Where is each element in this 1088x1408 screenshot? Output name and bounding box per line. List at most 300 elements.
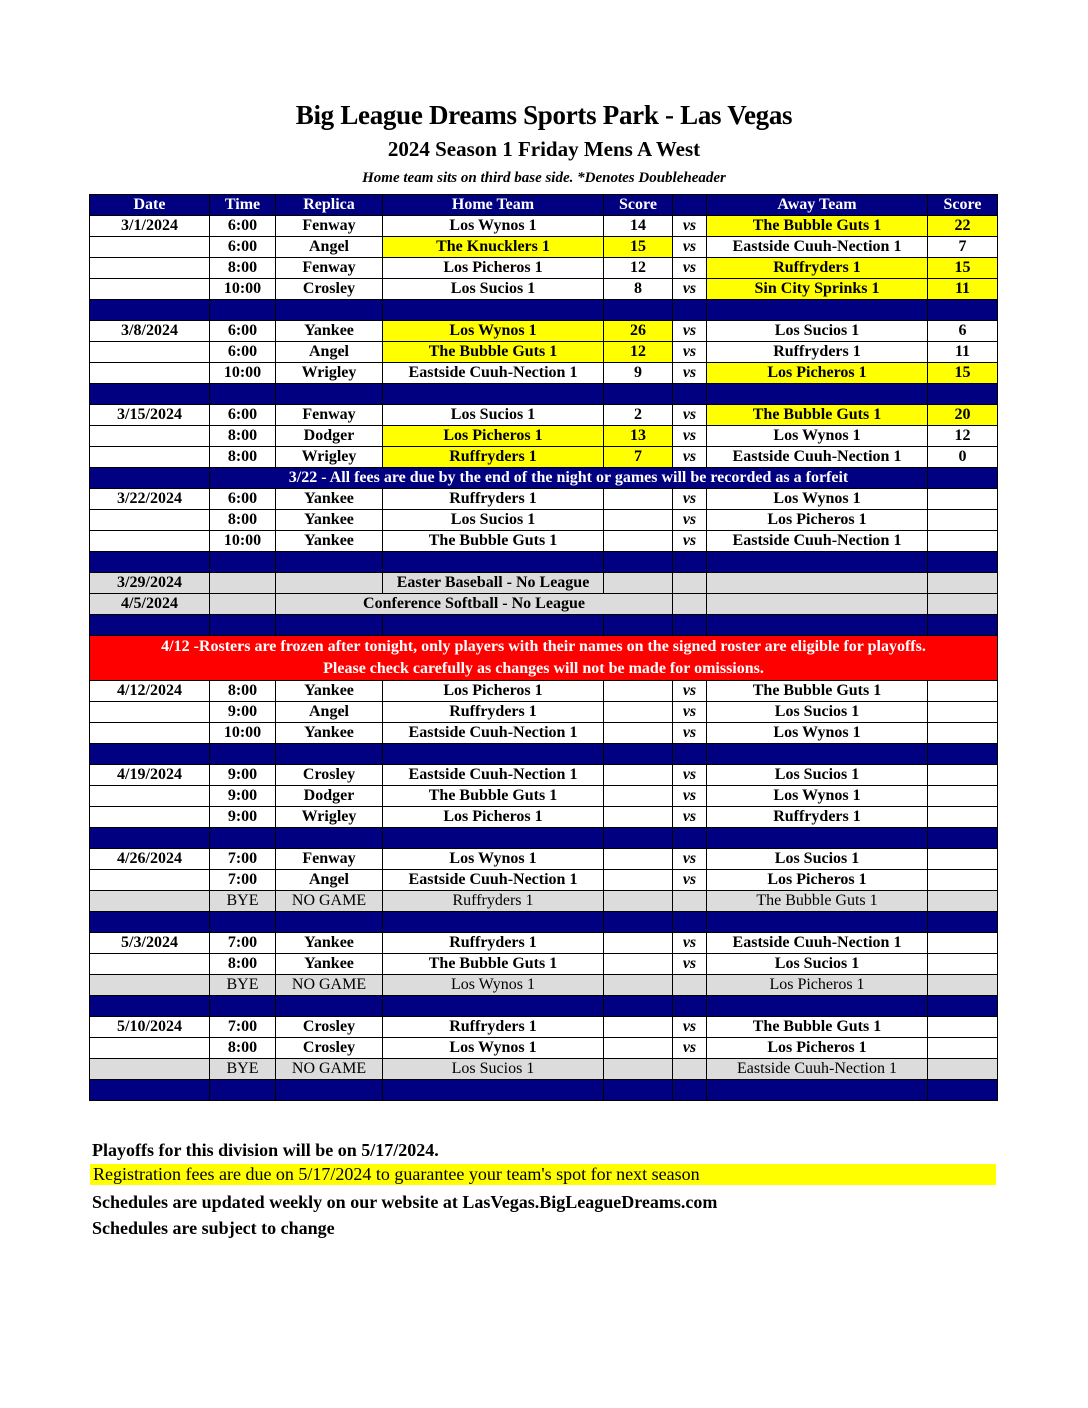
- date-cell: 3/15/2024: [90, 405, 210, 426]
- game-row: [90, 510, 998, 531]
- spacer-cell: [383, 300, 604, 321]
- roster-alert-line-1: 4/12 -Rosters are frozen after tonight, only players with their names on the signed roster are eligible for playoffs.: [161, 638, 926, 655]
- date-cell: [90, 237, 210, 258]
- home-score-cell: [604, 681, 673, 702]
- replica-cell: Fenway: [276, 258, 383, 279]
- vs-label: vs: [673, 510, 707, 531]
- date-cell: [90, 258, 210, 279]
- replica-cell: Angel: [276, 870, 383, 891]
- vs-label: vs: [673, 954, 707, 975]
- away-score-cell: [928, 1017, 998, 1038]
- away-score-cell: [928, 1059, 998, 1080]
- home-team-cell: Los Sucios 1: [383, 510, 604, 531]
- home-score-cell: [604, 849, 673, 870]
- date-cell: [90, 363, 210, 384]
- website-note: Schedules are updated weekly on our website at LasVegas.BigLeagueDreams.com: [92, 1192, 718, 1212]
- spacer-cell: [383, 615, 604, 636]
- replica-cell: Crosley: [276, 765, 383, 786]
- spacer-cell: [604, 384, 673, 405]
- time-cell: 8:00: [210, 954, 276, 975]
- vs-label: vs: [673, 807, 707, 828]
- time-cell: 10:00: [210, 531, 276, 552]
- game-row: [90, 954, 998, 975]
- no-game-label: NO GAME: [276, 1059, 383, 1080]
- time-cell: 8:00: [210, 510, 276, 531]
- away-team-cell: Los Sucios 1: [707, 321, 928, 342]
- time-cell: 8:00: [210, 447, 276, 468]
- away-team-cell: Sin City Sprinks 1: [707, 279, 928, 300]
- vs-label: vs: [673, 765, 707, 786]
- spacer-cell: [604, 615, 673, 636]
- spacer-cell: [707, 384, 928, 405]
- away-score-cell: [928, 510, 998, 531]
- time-cell: 8:00: [210, 1038, 276, 1059]
- home-score-cell: 7: [604, 447, 673, 468]
- game-row: [90, 363, 998, 384]
- home-team-cell: The Knucklers 1: [383, 237, 604, 258]
- away-score-cell: [928, 765, 998, 786]
- away-team-cell: Eastside Cuuh-Nection 1: [707, 933, 928, 954]
- home-score-cell: [604, 765, 673, 786]
- roster-alert: [90, 636, 998, 681]
- spacer-cell: [276, 615, 383, 636]
- vs-cell: [673, 891, 707, 912]
- spacer-cell: [90, 552, 210, 573]
- home-team-cell: Los Picheros 1: [383, 807, 604, 828]
- home-score-cell: [604, 1038, 673, 1059]
- date-cell: 5/3/2024: [90, 933, 210, 954]
- home-score-cell: 14: [604, 216, 673, 237]
- spacer-cell: [383, 1080, 604, 1101]
- spacer-row: [90, 912, 998, 933]
- home-team-cell: Eastside Cuuh-Nection 1: [383, 363, 604, 384]
- home-team-cell: The Bubble Guts 1: [383, 786, 604, 807]
- away-score-cell: [928, 807, 998, 828]
- spacer-row: [90, 996, 998, 1017]
- spacer-cell: [383, 552, 604, 573]
- no-league-text: Conference Softball - No League: [276, 594, 673, 615]
- col-header-home-team: Home Team: [383, 195, 604, 216]
- date-cell: 3/22/2024: [90, 489, 210, 510]
- game-row: [90, 870, 998, 891]
- time-cell: [210, 594, 276, 615]
- away-team-cell: Los Picheros 1: [707, 1038, 928, 1059]
- spacer-cell: [707, 1080, 928, 1101]
- game-row: [90, 405, 998, 426]
- time-cell: 6:00: [210, 216, 276, 237]
- replica-cell: Dodger: [276, 426, 383, 447]
- no-league-text: Easter Baseball - No League: [383, 573, 604, 594]
- away-team-cell: Los Picheros 1: [707, 510, 928, 531]
- time-cell: 6:00: [210, 405, 276, 426]
- spacer-cell: [383, 384, 604, 405]
- replica-cell: Crosley: [276, 1038, 383, 1059]
- vs-cell: [673, 975, 707, 996]
- away-team-cell: The Bubble Guts 1: [707, 405, 928, 426]
- bye-row: [90, 975, 998, 996]
- bye-row: [90, 891, 998, 912]
- away-score-cell: 6: [928, 321, 998, 342]
- home-score-cell: 8: [604, 279, 673, 300]
- date-cell: [90, 786, 210, 807]
- spacer-cell: [90, 912, 210, 933]
- vs-label: vs: [673, 702, 707, 723]
- away-score-cell: [928, 681, 998, 702]
- spacer-cell: [276, 912, 383, 933]
- spacer-cell: [673, 744, 707, 765]
- date-cell: [90, 342, 210, 363]
- vs-label: vs: [673, 723, 707, 744]
- registration-note: Registration fees are due on 5/17/2024 to guarantee your team's spot for next season: [90, 1164, 996, 1185]
- spacer-cell: [90, 828, 210, 849]
- date-cell: [90, 447, 210, 468]
- vs-label: vs: [673, 489, 707, 510]
- game-row: [90, 216, 998, 237]
- spacer-cell: [928, 615, 998, 636]
- home-score-cell: [604, 891, 673, 912]
- time-cell: 8:00: [210, 681, 276, 702]
- spacer-row: [90, 300, 998, 321]
- game-row: [90, 531, 998, 552]
- home-score-cell: [604, 933, 673, 954]
- no-game-label: NO GAME: [276, 975, 383, 996]
- spacer-cell: [673, 996, 707, 1017]
- away-score-cell: 15: [928, 258, 998, 279]
- date-cell: [90, 807, 210, 828]
- home-score-cell: [604, 573, 673, 594]
- col-header-away-score: Score: [928, 195, 998, 216]
- page-title: Big League Dreams Sports Park - Las Vegas: [295, 100, 793, 130]
- fees-banner-text: 3/22 - All fees are due by the end of the night or games will be recorded as a forfeit: [210, 468, 928, 489]
- game-row: [90, 342, 998, 363]
- home-score-cell: [604, 510, 673, 531]
- spacer-cell: [928, 552, 998, 573]
- away-team-cell: [707, 594, 928, 615]
- away-score-cell: [928, 933, 998, 954]
- date-cell: [90, 975, 210, 996]
- home-team-cell: Los Sucios 1: [383, 279, 604, 300]
- home-score-cell: [604, 975, 673, 996]
- time-cell: 7:00: [210, 933, 276, 954]
- home-team-cell: The Bubble Guts 1: [383, 342, 604, 363]
- replica-cell: Yankee: [276, 321, 383, 342]
- replica-cell: Wrigley: [276, 447, 383, 468]
- home-team-cell: Los Wynos 1: [383, 321, 604, 342]
- vs-label: vs: [673, 426, 707, 447]
- home-team-cell: Ruffryders 1: [383, 702, 604, 723]
- spacer-cell: [604, 300, 673, 321]
- playoffs-note: Playoffs for this division will be on 5/17/2024.: [92, 1140, 439, 1160]
- vs-label: vs: [673, 786, 707, 807]
- spacer-cell: [210, 300, 276, 321]
- spacer-cell: [673, 552, 707, 573]
- vs-label: vs: [673, 216, 707, 237]
- game-row: [90, 786, 998, 807]
- home-score-cell: 13: [604, 426, 673, 447]
- spacer-cell: [707, 615, 928, 636]
- away-score-cell: [928, 702, 998, 723]
- roster-alert-line-2: Please check carefully as changes will not be made for omissions.: [323, 660, 764, 677]
- home-score-cell: 26: [604, 321, 673, 342]
- date-cell: [90, 954, 210, 975]
- replica-cell: Angel: [276, 342, 383, 363]
- spacer-cell: [276, 552, 383, 573]
- away-score-cell: 20: [928, 405, 998, 426]
- game-row: [90, 681, 998, 702]
- spacer-cell: [383, 996, 604, 1017]
- time-cell: 9:00: [210, 765, 276, 786]
- away-team-cell: Los Picheros 1: [707, 870, 928, 891]
- col-header-replica: Replica: [276, 195, 383, 216]
- date-cell: 3/8/2024: [90, 321, 210, 342]
- away-score-cell: 11: [928, 279, 998, 300]
- home-team-cell: Ruffryders 1: [383, 447, 604, 468]
- time-cell: 6:00: [210, 237, 276, 258]
- date-cell: [90, 426, 210, 447]
- away-score-cell: [928, 489, 998, 510]
- spacer-cell: [673, 912, 707, 933]
- away-score-cell: [928, 1038, 998, 1059]
- away-team-cell: Los Wynos 1: [707, 786, 928, 807]
- spacer-cell: [210, 744, 276, 765]
- home-team-cell: Los Sucios 1: [383, 405, 604, 426]
- spacer-cell: [276, 300, 383, 321]
- spacer-cell: [90, 384, 210, 405]
- home-team-cell: Los Wynos 1: [383, 216, 604, 237]
- replica-cell: Yankee: [276, 723, 383, 744]
- replica-cell: Fenway: [276, 405, 383, 426]
- bye-team-home: Ruffryders 1: [383, 891, 604, 912]
- time-cell: 10:00: [210, 279, 276, 300]
- home-team-cell: Los Picheros 1: [383, 426, 604, 447]
- away-team-cell: Los Sucios 1: [707, 954, 928, 975]
- schedule-body: [90, 216, 998, 1101]
- spacer-row: [90, 1080, 998, 1101]
- bye-label: BYE: [210, 891, 276, 912]
- spacer-cell: [604, 912, 673, 933]
- replica-cell: Yankee: [276, 510, 383, 531]
- home-score-cell: [604, 954, 673, 975]
- spacer-cell: [276, 1080, 383, 1101]
- time-cell: 7:00: [210, 1017, 276, 1038]
- away-score-cell: [928, 891, 998, 912]
- date-cell: 4/19/2024: [90, 765, 210, 786]
- spacer-cell: [90, 468, 210, 489]
- vs-label: vs: [673, 321, 707, 342]
- date-cell: [90, 279, 210, 300]
- spacer-row: [90, 615, 998, 636]
- doubleheader-note: Home team sits on third base side. *Denotes Doubleheader: [362, 170, 726, 186]
- home-score-cell: 15: [604, 237, 673, 258]
- away-score-cell: [928, 975, 998, 996]
- bye-team-home: Los Sucios 1: [383, 1059, 604, 1080]
- away-team-cell: The Bubble Guts 1: [707, 1017, 928, 1038]
- home-score-cell: 12: [604, 342, 673, 363]
- home-team-cell: Ruffryders 1: [383, 933, 604, 954]
- away-score-cell: 7: [928, 237, 998, 258]
- vs-label: vs: [673, 531, 707, 552]
- away-team-cell: The Bubble Guts 1: [707, 681, 928, 702]
- spacer-cell: [210, 615, 276, 636]
- spacer-cell: [90, 996, 210, 1017]
- spacer-cell: [707, 744, 928, 765]
- away-score-cell: [928, 849, 998, 870]
- home-score-cell: [604, 786, 673, 807]
- spacer-cell: [210, 384, 276, 405]
- home-team-cell: Ruffryders 1: [383, 1017, 604, 1038]
- time-cell: 10:00: [210, 363, 276, 384]
- home-team-cell: Eastside Cuuh-Nection 1: [383, 765, 604, 786]
- game-row: [90, 258, 998, 279]
- date-cell: 3/29/2024: [90, 573, 210, 594]
- replica-cell: Wrigley: [276, 363, 383, 384]
- spacer-cell: [673, 828, 707, 849]
- away-score-cell: 0: [928, 447, 998, 468]
- vs-label: vs: [673, 1017, 707, 1038]
- col-header-time: Time: [210, 195, 276, 216]
- spacer-cell: [707, 996, 928, 1017]
- game-row: [90, 321, 998, 342]
- header-row: [90, 195, 998, 216]
- home-score-cell: [604, 702, 673, 723]
- replica-cell: [276, 573, 383, 594]
- spacer-cell: [383, 744, 604, 765]
- replica-cell: Angel: [276, 702, 383, 723]
- game-row: [90, 765, 998, 786]
- spacer-cell: [673, 615, 707, 636]
- spacer-cell: [276, 828, 383, 849]
- game-row: [90, 1017, 998, 1038]
- home-team-cell: Los Wynos 1: [383, 849, 604, 870]
- home-team-cell: Los Wynos 1: [383, 1038, 604, 1059]
- away-team-cell: Los Picheros 1: [707, 363, 928, 384]
- time-cell: 6:00: [210, 489, 276, 510]
- time-cell: 7:00: [210, 870, 276, 891]
- spacer-cell: [210, 1080, 276, 1101]
- replica-cell: Yankee: [276, 531, 383, 552]
- spacer-cell: [928, 468, 998, 489]
- away-score-cell: 12: [928, 426, 998, 447]
- game-row: [90, 489, 998, 510]
- home-score-cell: [604, 1059, 673, 1080]
- away-team-cell: Los Sucios 1: [707, 849, 928, 870]
- time-cell: 9:00: [210, 702, 276, 723]
- home-score-cell: 12: [604, 258, 673, 279]
- vs-cell: [673, 1059, 707, 1080]
- date-cell: 4/12/2024: [90, 681, 210, 702]
- spacer-cell: [928, 1080, 998, 1101]
- time-cell: 9:00: [210, 807, 276, 828]
- spacer-cell: [928, 996, 998, 1017]
- spacer-cell: [90, 615, 210, 636]
- date-cell: [90, 510, 210, 531]
- spacer-cell: [276, 384, 383, 405]
- home-team-cell: Eastside Cuuh-Nection 1: [383, 870, 604, 891]
- replica-cell: Angel: [276, 237, 383, 258]
- col-header-date: Date: [90, 195, 210, 216]
- spacer-cell: [604, 1080, 673, 1101]
- away-score-cell: [928, 786, 998, 807]
- date-cell: 5/10/2024: [90, 1017, 210, 1038]
- away-score-cell: 11: [928, 342, 998, 363]
- game-row: [90, 279, 998, 300]
- home-score-cell: [604, 723, 673, 744]
- fees-banner-row: [90, 468, 998, 489]
- bye-label: BYE: [210, 975, 276, 996]
- home-team-cell: Eastside Cuuh-Nection 1: [383, 723, 604, 744]
- vs-label: vs: [673, 870, 707, 891]
- time-cell: 8:00: [210, 426, 276, 447]
- spacer-row: [90, 828, 998, 849]
- vs-label: vs: [673, 681, 707, 702]
- away-team-cell: Eastside Cuuh-Nection 1: [707, 447, 928, 468]
- home-team-cell: Ruffryders 1: [383, 489, 604, 510]
- game-row: [90, 702, 998, 723]
- spacer-cell: [604, 744, 673, 765]
- spacer-cell: [90, 300, 210, 321]
- change-note: Schedules are subject to change: [92, 1218, 335, 1238]
- date-cell: [90, 891, 210, 912]
- spacer-cell: [276, 996, 383, 1017]
- time-cell: [210, 573, 276, 594]
- time-cell: 10:00: [210, 723, 276, 744]
- bye-team-away: Los Picheros 1: [707, 975, 928, 996]
- spacer-cell: [928, 744, 998, 765]
- time-cell: 9:00: [210, 786, 276, 807]
- game-row: [90, 807, 998, 828]
- home-team-cell: The Bubble Guts 1: [383, 954, 604, 975]
- bye-row: [90, 1059, 998, 1080]
- roster-alert-row: [90, 636, 998, 681]
- vs-cell: [673, 573, 707, 594]
- away-team-cell: Los Wynos 1: [707, 489, 928, 510]
- bye-team-home: Los Wynos 1: [383, 975, 604, 996]
- game-row: [90, 426, 998, 447]
- home-score-cell: [604, 870, 673, 891]
- spacer-cell: [90, 744, 210, 765]
- vs-label: vs: [673, 933, 707, 954]
- date-cell: [90, 531, 210, 552]
- game-row: [90, 723, 998, 744]
- away-score-cell: 22: [928, 216, 998, 237]
- away-team-cell: Ruffryders 1: [707, 807, 928, 828]
- date-cell: 4/5/2024: [90, 594, 210, 615]
- spacer-cell: [928, 384, 998, 405]
- spacer-cell: [707, 828, 928, 849]
- date-cell: [90, 723, 210, 744]
- date-cell: 4/26/2024: [90, 849, 210, 870]
- away-score-cell: [928, 573, 998, 594]
- home-team-cell: Los Picheros 1: [383, 258, 604, 279]
- away-team-cell: Los Sucios 1: [707, 702, 928, 723]
- vs-label: vs: [673, 1038, 707, 1059]
- vs-label: vs: [673, 447, 707, 468]
- date-cell: [90, 1038, 210, 1059]
- no-league-row: [90, 573, 998, 594]
- away-team-cell: Los Wynos 1: [707, 723, 928, 744]
- spacer-cell: [707, 912, 928, 933]
- no-game-label: NO GAME: [276, 891, 383, 912]
- no-league-row: [90, 594, 998, 615]
- home-score-cell: [604, 807, 673, 828]
- home-score-cell: 9: [604, 363, 673, 384]
- away-team-cell: [707, 573, 928, 594]
- bye-team-away: Eastside Cuuh-Nection 1: [707, 1059, 928, 1080]
- time-cell: 7:00: [210, 849, 276, 870]
- replica-cell: Yankee: [276, 933, 383, 954]
- spacer-cell: [210, 912, 276, 933]
- spacer-cell: [383, 828, 604, 849]
